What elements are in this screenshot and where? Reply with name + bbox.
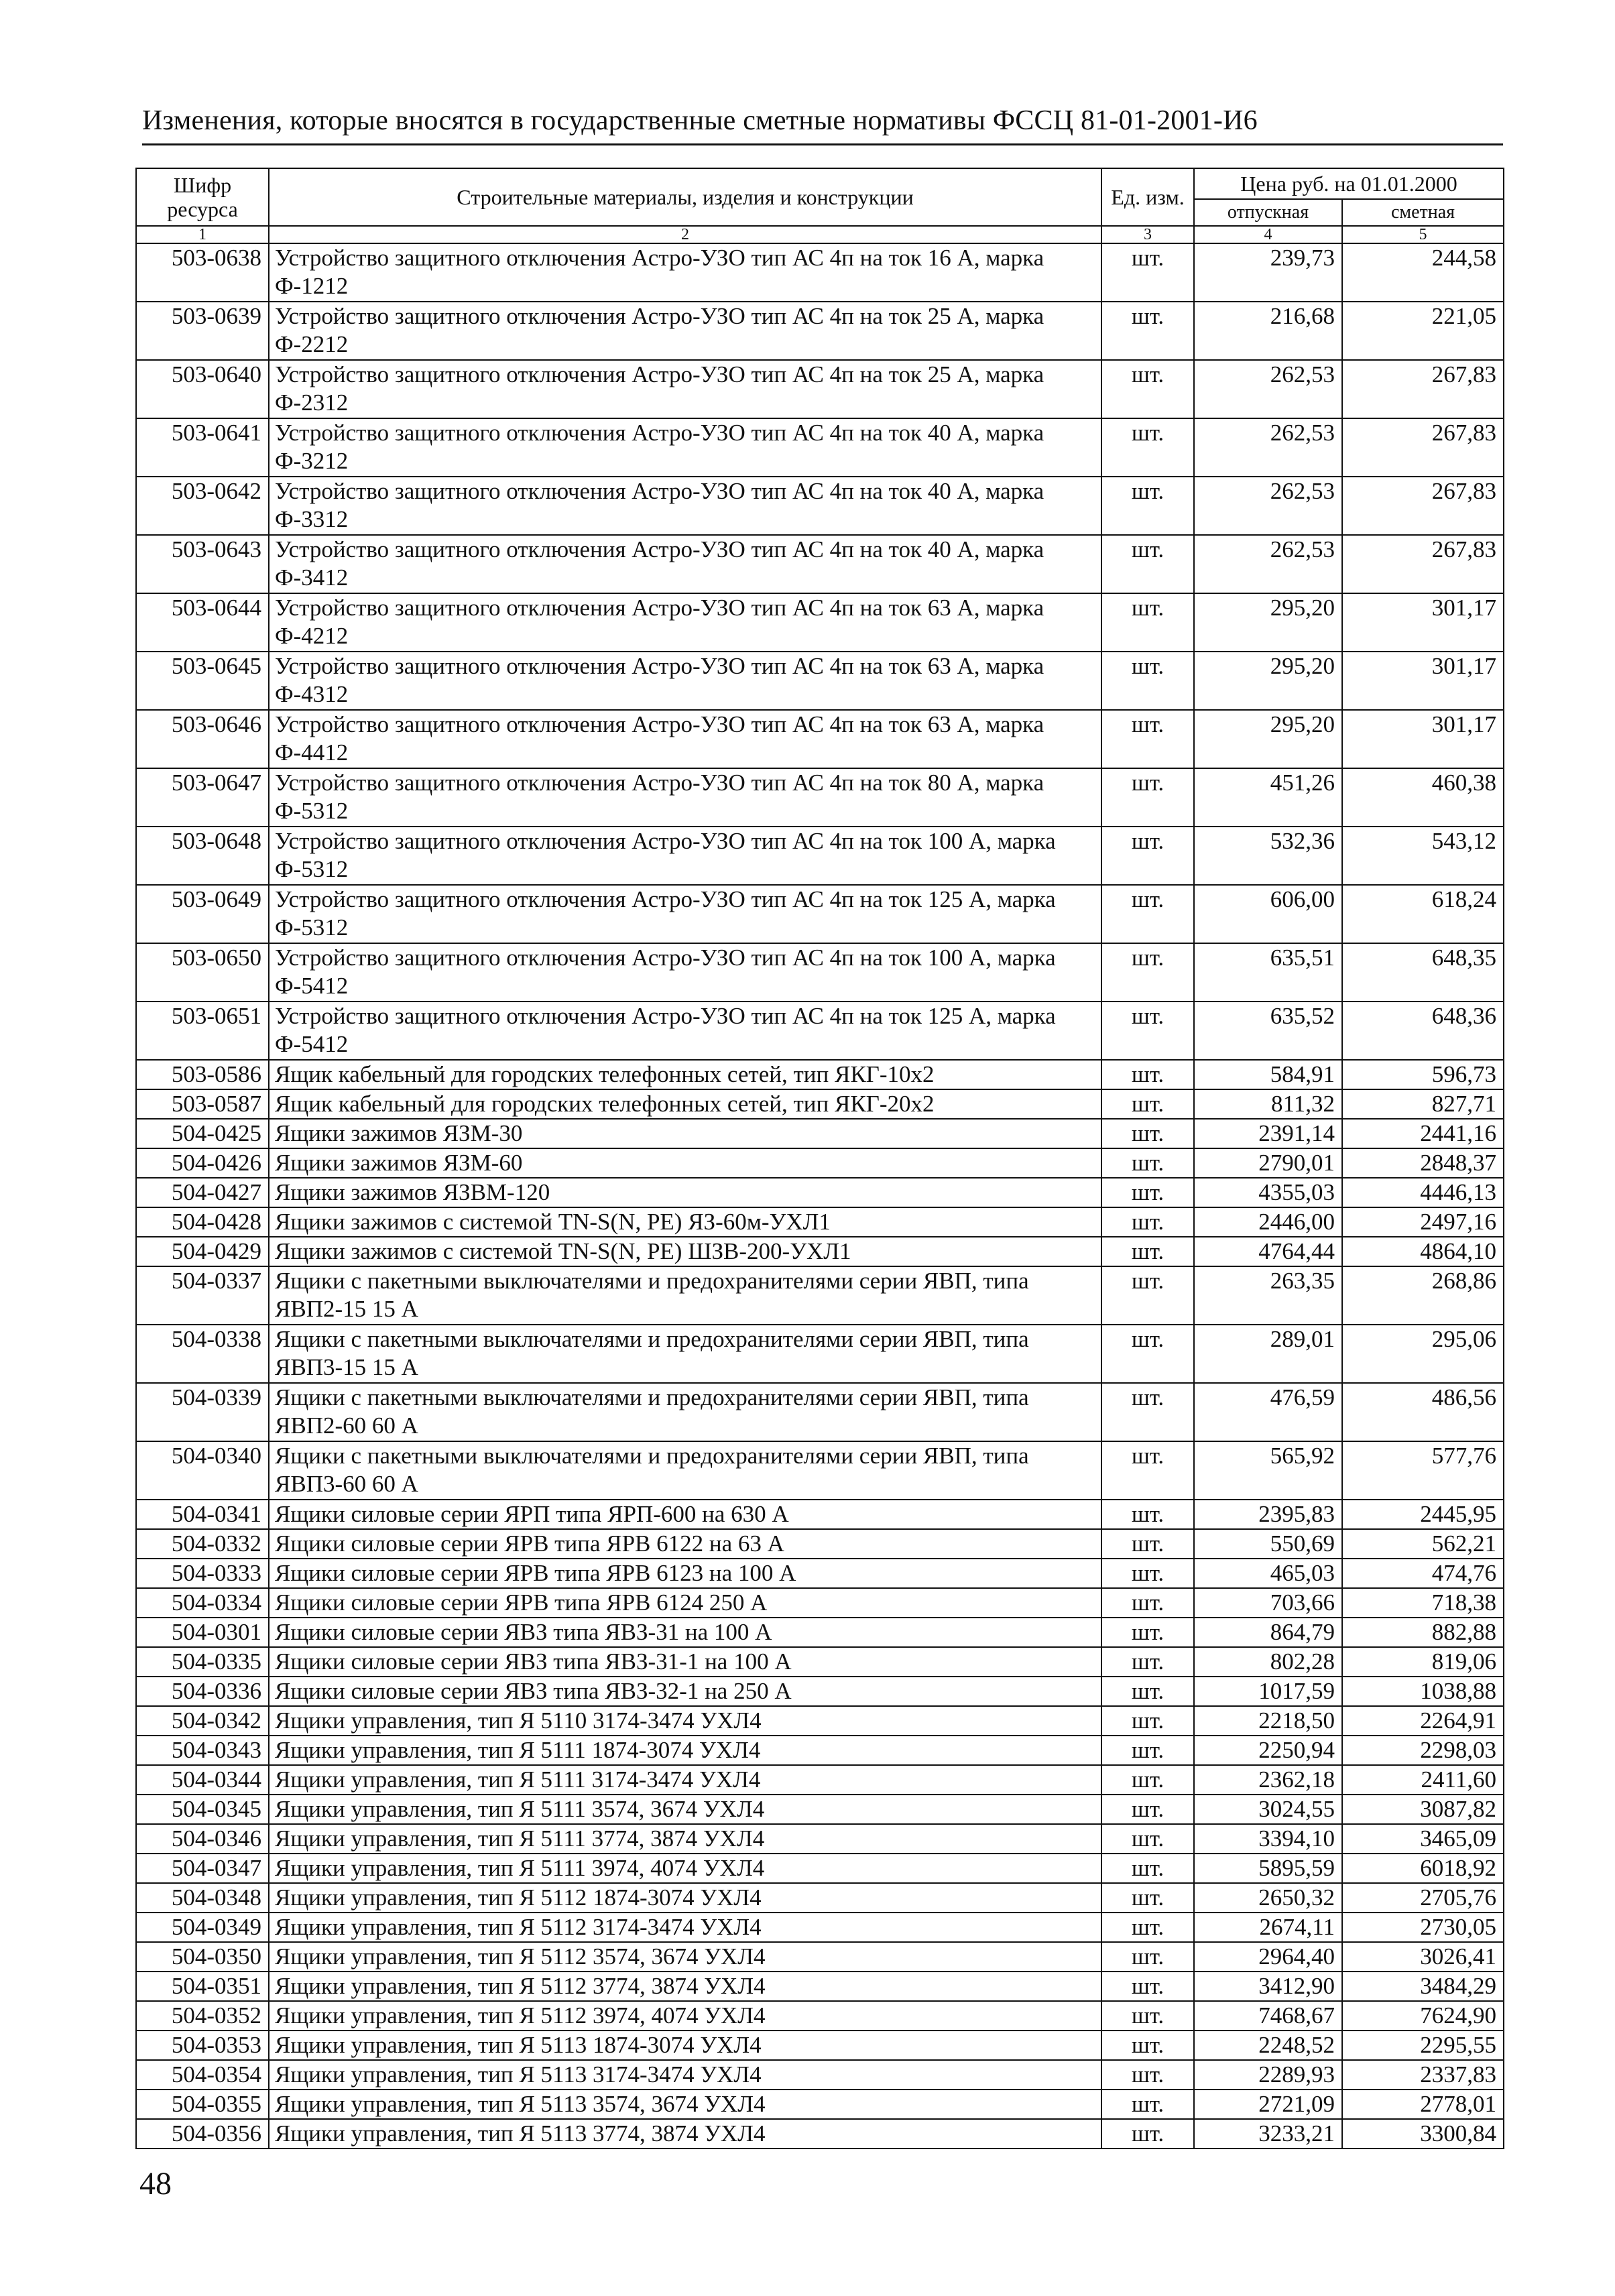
release-price-cell: 550,69	[1194, 1529, 1342, 1559]
unit-cell: шт.	[1101, 1500, 1194, 1529]
table-row	[136, 2031, 1504, 2060]
estimate-price-cell: 2730,05	[1342, 1913, 1504, 1942]
table-row	[136, 302, 1504, 360]
code-cell: 503-0649	[136, 885, 269, 943]
table-row	[136, 1854, 1504, 1883]
name-cell: Ящики с пакетными выключателями и предохранителями серии ЯВП, типа ЯВП2-60 60 А	[269, 1383, 1101, 1441]
release-price-cell: 2248,52	[1194, 2031, 1342, 2060]
code-cell: 504-0425	[136, 1119, 269, 1148]
unit-cell: шт.	[1101, 652, 1194, 710]
estimate-price-cell: 3087,82	[1342, 1795, 1504, 1824]
code-cell: 504-0336	[136, 1677, 269, 1706]
name-cell: Устройство защитного отключения Астро-УЗО тип АС 4п на ток 100 А, марка Ф-5412	[269, 943, 1101, 1002]
unit-cell: шт.	[1101, 1677, 1194, 1706]
code-cell: 504-0350	[136, 1942, 269, 1972]
column-number: 5	[1342, 226, 1504, 243]
code-cell: 503-0587	[136, 1089, 269, 1119]
release-price-cell: 2395,83	[1194, 1500, 1342, 1529]
name-cell: Ящики управления, тип Я 5113 3174-3474 УХЛ4	[269, 2060, 1101, 2090]
estimate-price-cell: 819,06	[1342, 1647, 1504, 1677]
code-cell: 504-0346	[136, 1824, 269, 1854]
release-price-cell: 2218,50	[1194, 1706, 1342, 1736]
unit-cell: шт.	[1101, 2119, 1194, 2149]
release-price-cell: 2391,14	[1194, 1119, 1342, 1148]
release-price-cell: 3233,21	[1194, 2119, 1342, 2149]
unit-cell: шт.	[1101, 2031, 1194, 2060]
unit-cell: шт.	[1101, 1237, 1194, 1266]
table-row	[136, 2001, 1504, 2031]
release-price-cell: 584,91	[1194, 1060, 1342, 1089]
release-price-cell: 565,92	[1194, 1441, 1342, 1500]
release-price-cell: 262,53	[1194, 360, 1342, 418]
code-cell: 504-0347	[136, 1854, 269, 1883]
table-row	[136, 418, 1504, 477]
estimate-price-cell: 2264,91	[1342, 1706, 1504, 1736]
unit-cell: шт.	[1101, 768, 1194, 827]
code-cell: 504-0428	[136, 1207, 269, 1237]
code-cell: 503-0645	[136, 652, 269, 710]
table-row	[136, 535, 1504, 593]
name-cell: Ящики управления, тип Я 5113 3574, 3674 УХЛ4	[269, 2090, 1101, 2119]
release-price-cell: 451,26	[1194, 768, 1342, 827]
name-cell: Устройство защитного отключения Астро-УЗО тип АС 4п на ток 25 А, марка Ф-2312	[269, 360, 1101, 418]
unit-cell: шт.	[1101, 302, 1194, 360]
estimate-price-cell: 2497,16	[1342, 1207, 1504, 1237]
name-cell: Ящики управления, тип Я 5112 3574, 3674 УХЛ4	[269, 1942, 1101, 1972]
estimate-price-cell: 301,17	[1342, 710, 1504, 768]
release-price-cell: 4355,03	[1194, 1178, 1342, 1207]
release-price-cell: 802,28	[1194, 1647, 1342, 1677]
estimate-price-cell: 2337,83	[1342, 2060, 1504, 2090]
header-release-price: отпускная	[1194, 199, 1342, 226]
release-price-cell: 262,53	[1194, 418, 1342, 477]
unit-cell: шт.	[1101, 477, 1194, 535]
unit-cell: шт.	[1101, 1178, 1194, 1207]
code-cell: 504-0334	[136, 1588, 269, 1618]
header-divider	[142, 143, 1503, 145]
estimate-price-cell: 7624,90	[1342, 2001, 1504, 2031]
name-cell: Ящики силовые серии ЯВЗ типа ЯВЗ-31 на 100 А	[269, 1618, 1101, 1647]
table-row	[136, 1736, 1504, 1765]
release-price-cell: 635,51	[1194, 943, 1342, 1002]
table-row	[136, 1647, 1504, 1677]
code-cell: 504-0353	[136, 2031, 269, 2060]
unit-cell: шт.	[1101, 2001, 1194, 2031]
name-cell: Устройство защитного отключения Астро-УЗО тип АС 4п на ток 40 А, марка Ф-3212	[269, 418, 1101, 477]
header-estimate-price: сметная	[1342, 199, 1504, 226]
name-cell: Ящики управления, тип Я 5113 3774, 3874 УХЛ4	[269, 2119, 1101, 2149]
table-row	[136, 243, 1504, 302]
unit-cell: шт.	[1101, 418, 1194, 477]
release-price-cell: 635,52	[1194, 1002, 1342, 1060]
release-price-cell: 262,53	[1194, 535, 1342, 593]
unit-cell: шт.	[1101, 2090, 1194, 2119]
name-cell: Ящики управления, тип Я 5111 3774, 3874 УХЛ4	[269, 1824, 1101, 1854]
estimate-price-cell: 3465,09	[1342, 1824, 1504, 1854]
table-row	[136, 1529, 1504, 1559]
release-price-cell: 263,35	[1194, 1266, 1342, 1325]
estimate-price-cell: 562,21	[1342, 1529, 1504, 1559]
code-cell: 504-0301	[136, 1618, 269, 1647]
unit-cell: шт.	[1101, 1618, 1194, 1647]
code-cell: 504-0429	[136, 1237, 269, 1266]
name-cell: Устройство защитного отключения Астро-УЗО тип АС 4п на ток 63 А, марка Ф-4212	[269, 593, 1101, 652]
release-price-cell: 465,03	[1194, 1559, 1342, 1588]
estimate-price-cell: 474,76	[1342, 1559, 1504, 1588]
unit-cell: шт.	[1101, 1795, 1194, 1824]
table-row	[136, 943, 1504, 1002]
name-cell: Ящики с пакетными выключателями и предохранителями серии ЯВП, типа ЯВП2-15 15 А	[269, 1266, 1101, 1325]
table-row	[136, 1942, 1504, 1972]
code-cell: 504-0344	[136, 1765, 269, 1795]
name-cell: Устройство защитного отключения Астро-УЗО тип АС 4п на ток 125 А, марка Ф-5312	[269, 885, 1101, 943]
code-cell: 504-0335	[136, 1647, 269, 1677]
column-number: 3	[1101, 226, 1194, 243]
table-row	[136, 1618, 1504, 1647]
name-cell: Ящики управления, тип Я 5113 1874-3074 УХЛ4	[269, 2031, 1101, 2060]
unit-cell: шт.	[1101, 1325, 1194, 1383]
name-cell: Ящики управления, тип Я 5111 3974, 4074 УХЛ4	[269, 1854, 1101, 1883]
name-cell: Ящики управления, тип Я 5111 3174-3474 УХЛ4	[269, 1765, 1101, 1795]
estimate-price-cell: 2848,37	[1342, 1148, 1504, 1178]
code-cell: 503-0643	[136, 535, 269, 593]
release-price-cell: 3412,90	[1194, 1972, 1342, 2001]
name-cell: Ящики с пакетными выключателями и предохранителями серии ЯВП, типа ЯВП3-60 60 А	[269, 1441, 1101, 1500]
release-price-cell: 2289,93	[1194, 2060, 1342, 2090]
estimate-price-cell: 267,83	[1342, 535, 1504, 593]
code-cell: 504-0356	[136, 2119, 269, 2149]
estimate-price-cell: 618,24	[1342, 885, 1504, 943]
page-number: 48	[139, 2166, 172, 2201]
unit-cell: шт.	[1101, 1441, 1194, 1500]
name-cell: Устройство защитного отключения Астро-УЗО тип АС 4п на ток 40 А, марка Ф-3412	[269, 535, 1101, 593]
unit-cell: шт.	[1101, 943, 1194, 1002]
table-row	[136, 2119, 1504, 2149]
table-row	[136, 710, 1504, 768]
release-price-cell: 2674,11	[1194, 1913, 1342, 1942]
table-row	[136, 1500, 1504, 1529]
estimate-price-cell: 221,05	[1342, 302, 1504, 360]
table-row	[136, 652, 1504, 710]
unit-cell: шт.	[1101, 1207, 1194, 1237]
name-cell: Устройство защитного отключения Астро-УЗО тип АС 4п на ток 100 А, марка Ф-5312	[269, 827, 1101, 885]
code-cell: 503-0644	[136, 593, 269, 652]
release-price-cell: 295,20	[1194, 593, 1342, 652]
table-row	[136, 1325, 1504, 1383]
code-cell: 503-0638	[136, 243, 269, 302]
code-cell: 504-0337	[136, 1266, 269, 1325]
code-cell: 503-0646	[136, 710, 269, 768]
code-cell: 504-0333	[136, 1559, 269, 1588]
table-row	[136, 477, 1504, 535]
release-price-cell: 3394,10	[1194, 1824, 1342, 1854]
header-unit: Ед. изм.	[1101, 168, 1194, 226]
code-cell: 504-0351	[136, 1972, 269, 2001]
estimate-price-cell: 2705,76	[1342, 1883, 1504, 1913]
header-name: Строительные материалы, изделия и конструкции	[269, 168, 1101, 226]
page-header-title: Изменения, которые вносятся в государственные сметные нормативы ФССЦ 81-01-2001-И6	[142, 105, 1258, 136]
unit-cell: шт.	[1101, 1119, 1194, 1148]
release-price-cell: 262,53	[1194, 477, 1342, 535]
unit-cell: шт.	[1101, 1266, 1194, 1325]
table-row	[136, 1677, 1504, 1706]
name-cell: Ящики силовые серии ЯВЗ типа ЯВЗ-32-1 на 250 А	[269, 1677, 1101, 1706]
name-cell: Ящики силовые серии ЯРП типа ЯРП-600 на 630 А	[269, 1500, 1101, 1529]
code-cell: 504-0352	[136, 2001, 269, 2031]
price-table	[135, 168, 1504, 2149]
release-price-cell: 811,32	[1194, 1089, 1342, 1119]
release-price-cell: 2964,40	[1194, 1942, 1342, 1972]
code-cell: 503-0650	[136, 943, 269, 1002]
release-price-cell: 216,68	[1194, 302, 1342, 360]
estimate-price-cell: 2441,16	[1342, 1119, 1504, 1148]
estimate-price-cell: 268,86	[1342, 1266, 1504, 1325]
name-cell: Ящики зажимов ЯЗМ-60	[269, 1148, 1101, 1178]
unit-cell: шт.	[1101, 535, 1194, 593]
release-price-cell: 864,79	[1194, 1618, 1342, 1647]
code-cell: 504-0338	[136, 1325, 269, 1383]
release-price-cell: 289,01	[1194, 1325, 1342, 1383]
unit-cell: шт.	[1101, 1089, 1194, 1119]
name-cell: Ящики с пакетными выключателями и предохранителями серии ЯВП, типа ЯВП3-15 15 А	[269, 1325, 1101, 1383]
code-cell: 504-0348	[136, 1883, 269, 1913]
estimate-price-cell: 267,83	[1342, 360, 1504, 418]
table-row	[136, 1883, 1504, 1913]
name-cell: Ящики зажимов с системой TN-S(N, PE) ЯЗ-60м-УХЛ1	[269, 1207, 1101, 1237]
estimate-price-cell: 460,38	[1342, 768, 1504, 827]
name-cell: Ящик кабельный для городских телефонных сетей, тип ЯКГ-20х2	[269, 1089, 1101, 1119]
name-cell: Ящики управления, тип Я 5112 1874-3074 УХЛ4	[269, 1883, 1101, 1913]
unit-cell: шт.	[1101, 1972, 1194, 2001]
release-price-cell: 2650,32	[1194, 1883, 1342, 1913]
estimate-price-cell: 882,88	[1342, 1618, 1504, 1647]
estimate-price-cell: 3300,84	[1342, 2119, 1504, 2149]
name-cell: Ящики управления, тип Я 5111 3574, 3674 УХЛ4	[269, 1795, 1101, 1824]
estimate-price-cell: 295,06	[1342, 1325, 1504, 1383]
release-price-cell: 3024,55	[1194, 1795, 1342, 1824]
table-row	[136, 1178, 1504, 1207]
unit-cell: шт.	[1101, 1148, 1194, 1178]
table-row	[136, 1148, 1504, 1178]
code-cell: 504-0349	[136, 1913, 269, 1942]
code-cell: 504-0355	[136, 2090, 269, 2119]
table-row	[136, 885, 1504, 943]
code-cell: 504-0345	[136, 1795, 269, 1824]
name-cell: Ящики силовые серии ЯРВ типа ЯРВ 6123 на 100 А	[269, 1559, 1101, 1588]
name-cell: Устройство защитного отключения Астро-УЗО тип АС 4п на ток 63 А, марка Ф-4312	[269, 652, 1101, 710]
name-cell: Устройство защитного отключения Астро-УЗО тип АС 4п на ток 40 А, марка Ф-3312	[269, 477, 1101, 535]
name-cell: Устройство защитного отключения Астро-УЗО тип АС 4п на ток 80 А, марка Ф-5312	[269, 768, 1101, 827]
code-cell: 504-0339	[136, 1383, 269, 1441]
unit-cell: шт.	[1101, 1529, 1194, 1559]
table-row	[136, 1588, 1504, 1618]
release-price-cell: 239,73	[1194, 243, 1342, 302]
estimate-price-cell: 648,35	[1342, 943, 1504, 1002]
unit-cell: шт.	[1101, 710, 1194, 768]
release-price-cell: 295,20	[1194, 710, 1342, 768]
estimate-price-cell: 3484,29	[1342, 1972, 1504, 2001]
code-cell: 503-0586	[136, 1060, 269, 1089]
unit-cell: шт.	[1101, 360, 1194, 418]
code-cell: 503-0640	[136, 360, 269, 418]
name-cell: Ящики зажимов ЯЗМ-30	[269, 1119, 1101, 1148]
estimate-price-cell: 4864,10	[1342, 1237, 1504, 1266]
estimate-price-cell: 596,73	[1342, 1060, 1504, 1089]
table-row	[136, 1795, 1504, 1824]
table-row	[136, 1119, 1504, 1148]
release-price-cell: 703,66	[1194, 1588, 1342, 1618]
table-row	[136, 1441, 1504, 1500]
table-row	[136, 827, 1504, 885]
release-price-cell: 1017,59	[1194, 1677, 1342, 1706]
table-row	[136, 1383, 1504, 1441]
release-price-cell: 4764,44	[1194, 1237, 1342, 1266]
table-row	[136, 2090, 1504, 2119]
estimate-price-cell: 577,76	[1342, 1441, 1504, 1500]
name-cell: Устройство защитного отключения Астро-УЗО тип АС 4п на ток 125 А, марка Ф-5412	[269, 1002, 1101, 1060]
code-cell: 504-0343	[136, 1736, 269, 1765]
table-row	[136, 1913, 1504, 1942]
name-cell: Ящики силовые серии ЯРВ типа ЯРВ 6124 250 А	[269, 1588, 1101, 1618]
name-cell: Устройство защитного отключения Астро-УЗО тип АС 4п на ток 16 А, марка Ф-1212	[269, 243, 1101, 302]
name-cell: Ящик кабельный для городских телефонных сетей, тип ЯКГ-10х2	[269, 1060, 1101, 1089]
table-row	[136, 1002, 1504, 1060]
estimate-price-cell: 301,17	[1342, 652, 1504, 710]
estimate-price-cell: 2411,60	[1342, 1765, 1504, 1795]
header-code: Шифр ресурса	[136, 168, 269, 226]
header-price-group: Цена руб. на 01.01.2000	[1194, 168, 1504, 199]
release-price-cell: 2446,00	[1194, 1207, 1342, 1237]
code-cell: 503-0648	[136, 827, 269, 885]
table-row	[136, 360, 1504, 418]
table-row	[136, 1824, 1504, 1854]
column-number: 1	[136, 226, 269, 243]
code-cell: 503-0647	[136, 768, 269, 827]
table-row	[136, 768, 1504, 827]
code-cell: 504-0332	[136, 1529, 269, 1559]
code-cell: 504-0426	[136, 1148, 269, 1178]
estimate-price-cell: 6018,92	[1342, 1854, 1504, 1883]
estimate-price-cell: 2295,55	[1342, 2031, 1504, 2060]
estimate-price-cell: 3026,41	[1342, 1942, 1504, 1972]
table-row	[136, 2060, 1504, 2090]
unit-cell: шт.	[1101, 1383, 1194, 1441]
name-cell: Ящики управления, тип Я 5112 3774, 3874 УХЛ4	[269, 1972, 1101, 2001]
estimate-price-cell: 486,56	[1342, 1383, 1504, 1441]
estimate-price-cell: 648,36	[1342, 1002, 1504, 1060]
column-number: 2	[269, 226, 1101, 243]
release-price-cell: 476,59	[1194, 1383, 1342, 1441]
code-cell: 503-0642	[136, 477, 269, 535]
name-cell: Устройство защитного отключения Астро-УЗО тип АС 4п на ток 63 А, марка Ф-4412	[269, 710, 1101, 768]
estimate-price-cell: 2445,95	[1342, 1500, 1504, 1529]
unit-cell: шт.	[1101, 1883, 1194, 1913]
code-cell: 504-0342	[136, 1706, 269, 1736]
estimate-price-cell: 267,83	[1342, 418, 1504, 477]
unit-cell: шт.	[1101, 885, 1194, 943]
unit-cell: шт.	[1101, 1913, 1194, 1942]
code-cell: 504-0354	[136, 2060, 269, 2090]
unit-cell: шт.	[1101, 1002, 1194, 1060]
estimate-price-cell: 2778,01	[1342, 2090, 1504, 2119]
release-price-cell: 2362,18	[1194, 1765, 1342, 1795]
estimate-price-cell: 301,17	[1342, 593, 1504, 652]
table-row	[136, 1972, 1504, 2001]
name-cell: Ящики управления, тип Я 5112 3174-3474 УХЛ4	[269, 1913, 1101, 1942]
release-price-cell: 295,20	[1194, 652, 1342, 710]
table-row	[136, 1207, 1504, 1237]
table-row	[136, 1266, 1504, 1325]
unit-cell: шт.	[1101, 1824, 1194, 1854]
estimate-price-cell: 827,71	[1342, 1089, 1504, 1119]
name-cell: Ящики силовые серии ЯРВ типа ЯРВ 6122 на 63 А	[269, 1529, 1101, 1559]
table-row	[136, 593, 1504, 652]
name-cell: Ящики управления, тип Я 5110 3174-3474 УХЛ4	[269, 1706, 1101, 1736]
code-cell: 503-0639	[136, 302, 269, 360]
estimate-price-cell: 2298,03	[1342, 1736, 1504, 1765]
name-cell: Ящики зажимов ЯЗВМ-120	[269, 1178, 1101, 1207]
table-row	[136, 1706, 1504, 1736]
release-price-cell: 5895,59	[1194, 1854, 1342, 1883]
code-cell: 504-0427	[136, 1178, 269, 1207]
estimate-price-cell: 4446,13	[1342, 1178, 1504, 1207]
table-row	[136, 1559, 1504, 1588]
unit-cell: шт.	[1101, 593, 1194, 652]
release-price-cell: 606,00	[1194, 885, 1342, 943]
code-cell: 504-0340	[136, 1441, 269, 1500]
code-cell: 504-0341	[136, 1500, 269, 1529]
release-price-cell: 7468,67	[1194, 2001, 1342, 2031]
table-row	[136, 1089, 1504, 1119]
code-cell: 503-0641	[136, 418, 269, 477]
unit-cell: шт.	[1101, 2060, 1194, 2090]
name-cell: Ящики силовые серии ЯВЗ типа ЯВЗ-31-1 на 100 А	[269, 1647, 1101, 1677]
estimate-price-cell: 244,58	[1342, 243, 1504, 302]
name-cell: Устройство защитного отключения Астро-УЗО тип АС 4п на ток 25 А, марка Ф-2212	[269, 302, 1101, 360]
unit-cell: шт.	[1101, 1706, 1194, 1736]
unit-cell: шт.	[1101, 1765, 1194, 1795]
unit-cell: шт.	[1101, 1942, 1194, 1972]
unit-cell: шт.	[1101, 1588, 1194, 1618]
name-cell: Ящики зажимов с системой TN-S(N, PE) ШЗВ-200-УХЛ1	[269, 1237, 1101, 1266]
name-cell: Ящики управления, тип Я 5111 1874-3074 УХЛ4	[269, 1736, 1101, 1765]
estimate-price-cell: 543,12	[1342, 827, 1504, 885]
release-price-cell: 2790,01	[1194, 1148, 1342, 1178]
column-number: 4	[1194, 226, 1342, 243]
unit-cell: шт.	[1101, 1736, 1194, 1765]
unit-cell: шт.	[1101, 827, 1194, 885]
unit-cell: шт.	[1101, 1647, 1194, 1677]
unit-cell: шт.	[1101, 1060, 1194, 1089]
table-row	[136, 1237, 1504, 1266]
estimate-price-cell: 718,38	[1342, 1588, 1504, 1618]
unit-cell: шт.	[1101, 243, 1194, 302]
release-price-cell: 2721,09	[1194, 2090, 1342, 2119]
code-cell: 503-0651	[136, 1002, 269, 1060]
estimate-price-cell: 1038,88	[1342, 1677, 1504, 1706]
estimate-price-cell: 267,83	[1342, 477, 1504, 535]
name-cell: Ящики управления, тип Я 5112 3974, 4074 УХЛ4	[269, 2001, 1101, 2031]
release-price-cell: 2250,94	[1194, 1736, 1342, 1765]
table-body	[136, 243, 1504, 2149]
table-row	[136, 1060, 1504, 1089]
unit-cell: шт.	[1101, 1854, 1194, 1883]
release-price-cell: 532,36	[1194, 827, 1342, 885]
unit-cell: шт.	[1101, 1559, 1194, 1588]
table-row	[136, 1765, 1504, 1795]
